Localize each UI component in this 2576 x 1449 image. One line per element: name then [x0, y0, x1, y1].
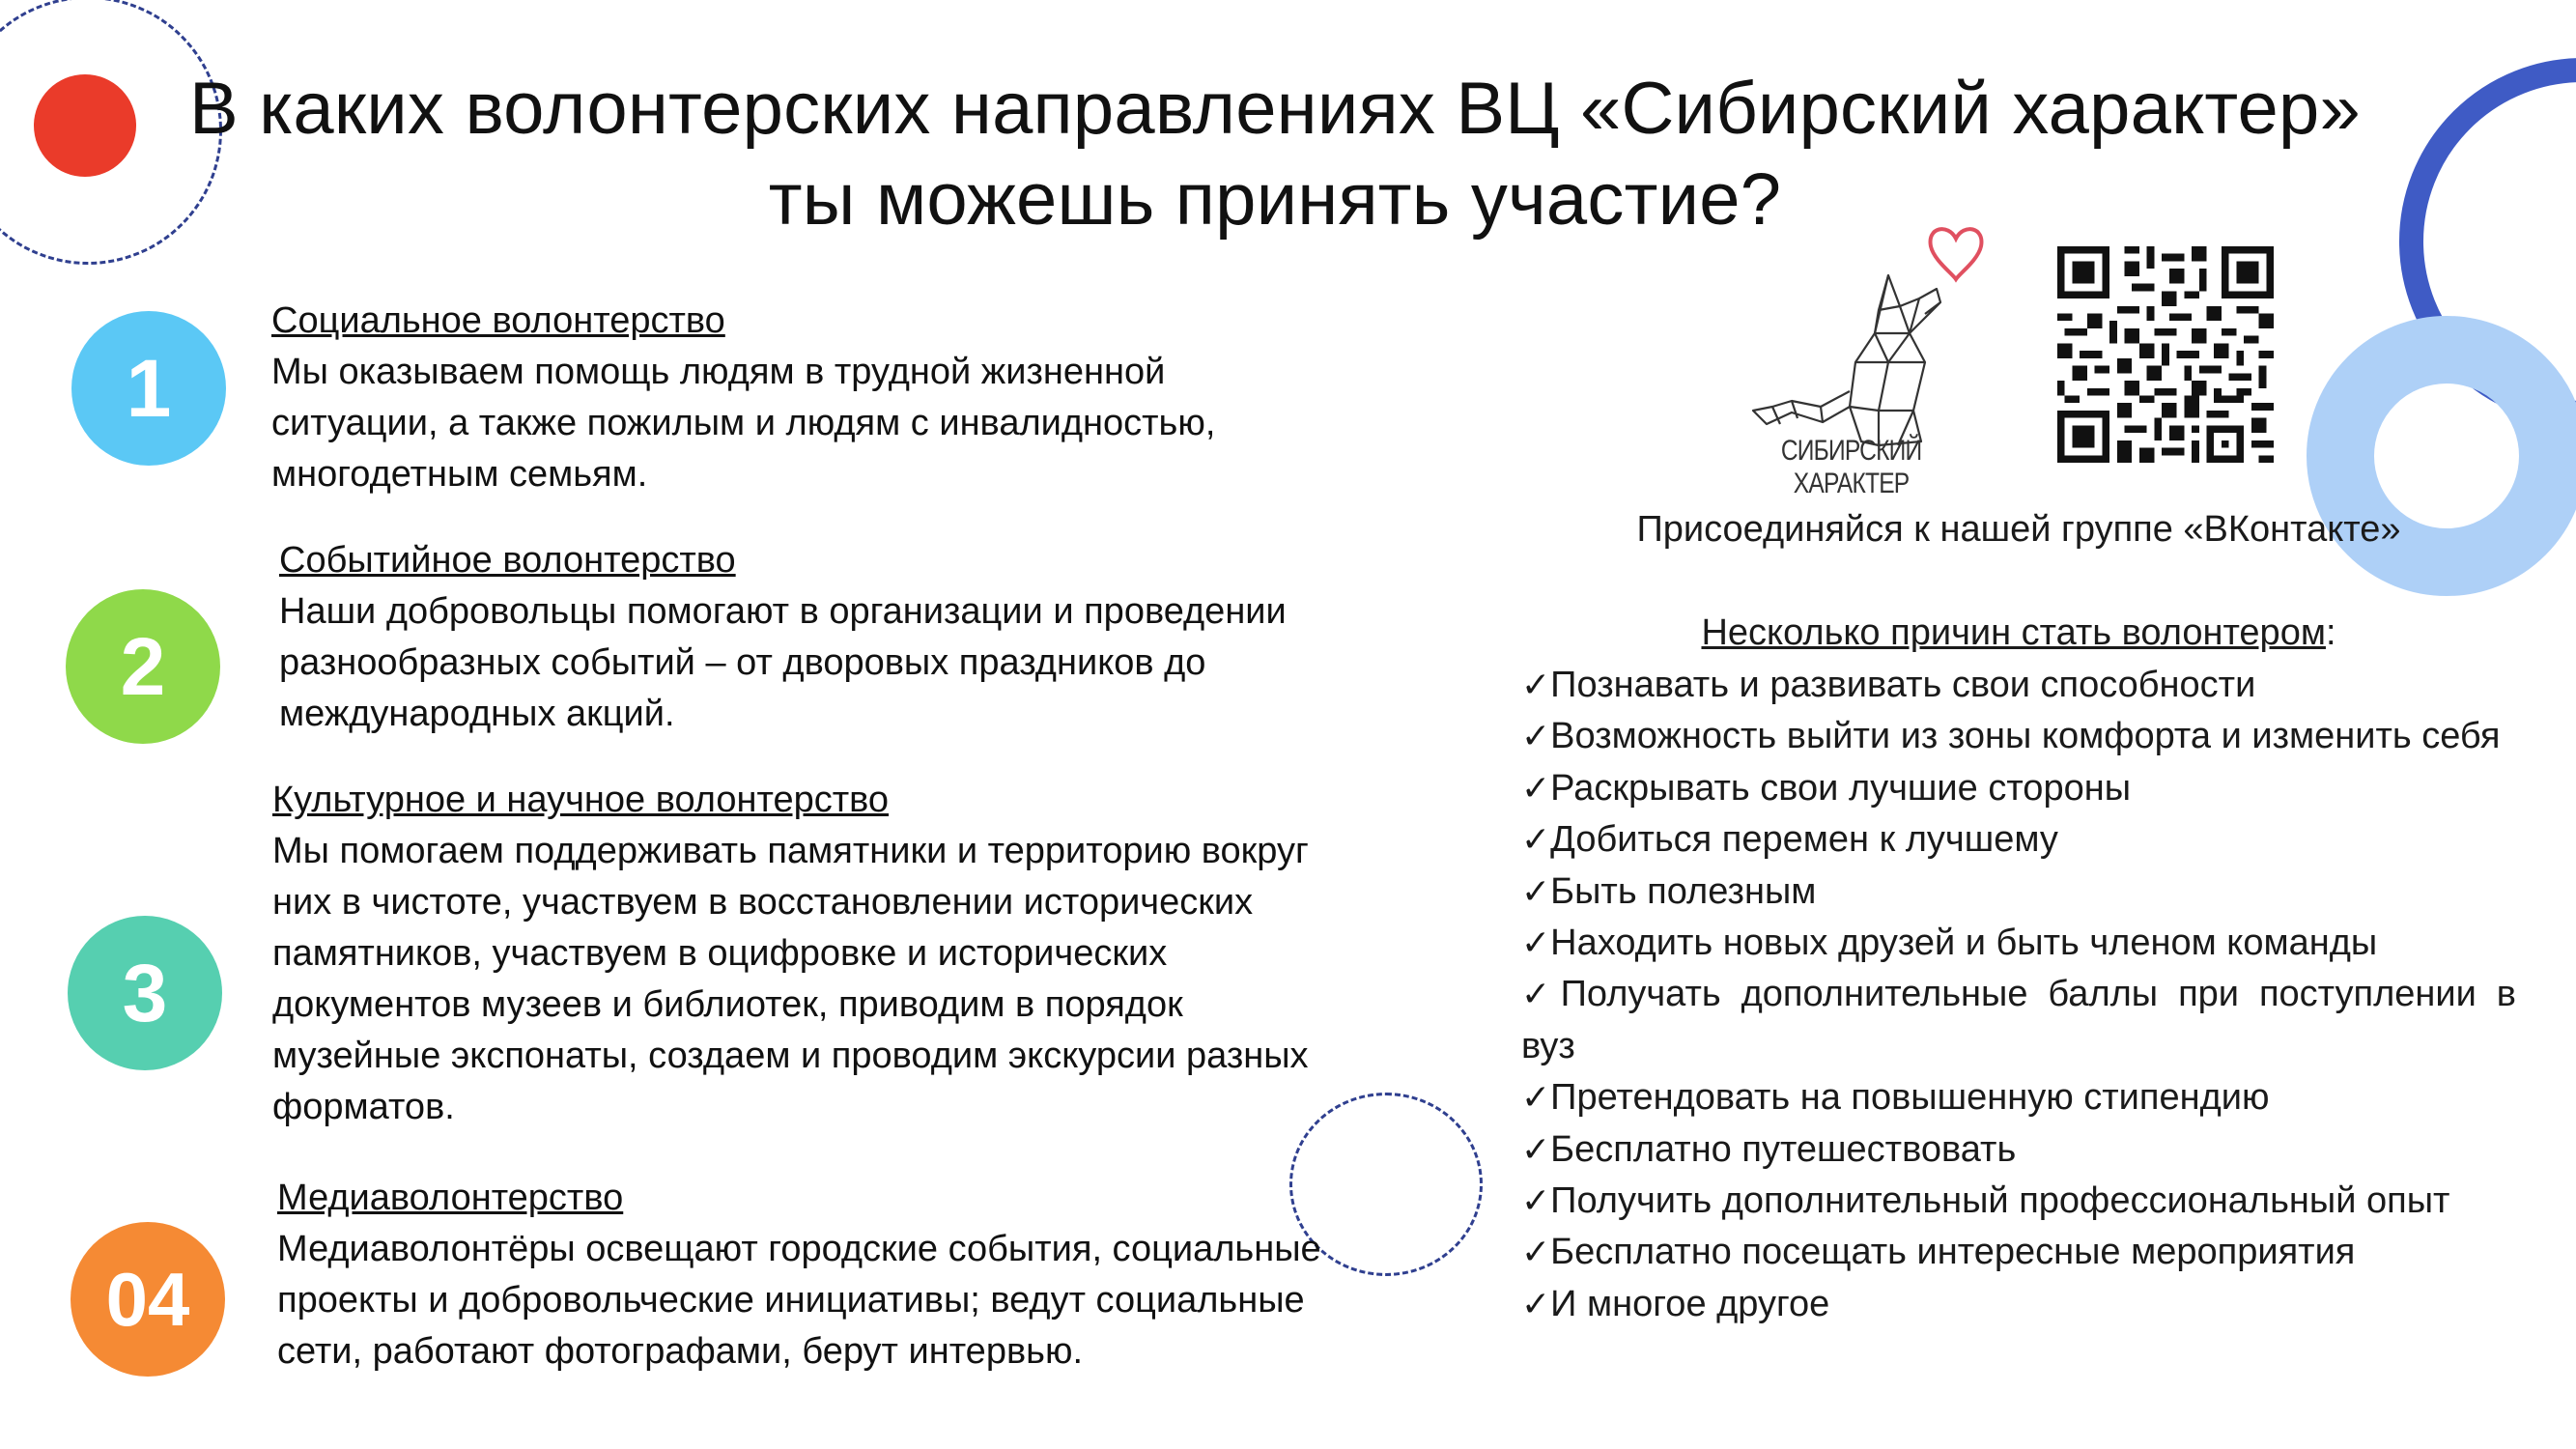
page-title [135, 64, 2415, 245]
checkmark-icon: ✓ [1521, 1078, 1551, 1119]
direction-text-line: музейные экспонаты, создаем и проводим экскурсии разных [272, 1036, 1309, 1076]
reason-item [1521, 711, 2516, 762]
qr-code-icon[interactable] [2057, 246, 2274, 463]
checkmark-icon: ✓ [1521, 923, 1551, 964]
number-badge-1: 1 [71, 311, 226, 466]
checkmark-icon: ✓ [1521, 975, 1561, 1015]
reason-text: Быть полезным [1550, 870, 1817, 912]
number-badge-2: 2 [66, 589, 220, 744]
checkmark-icon: ✓ [1521, 1129, 1551, 1170]
reasons-heading-text: Несколько причин стать волонтером [1701, 612, 2326, 653]
reason-text: Получать дополнительные баллы при поступлении в вуз [1521, 974, 2516, 1066]
reason-text: Находить новых друзей и быть членом команды [1550, 923, 2378, 964]
reason-item [1521, 1176, 2516, 1227]
reason-item [1521, 1227, 2516, 1278]
reason-item [1521, 814, 2516, 866]
direction-social [271, 296, 1411, 500]
reason-text: Познавать и развивать свои способности [1550, 665, 2256, 705]
reason-item [1521, 867, 2516, 918]
reason-item [1521, 660, 2516, 711]
direction-text-line: сети, работают фотографами, берут интервью. [277, 1331, 1083, 1372]
direction-title: Медиаволонтерство [277, 1178, 624, 1218]
checkmark-icon: ✓ [1521, 871, 1551, 912]
reason-text: Получить дополнительный профессиональный опыт [1550, 1180, 2450, 1222]
reasons-heading [1521, 608, 2516, 659]
checkmark-icon: ✓ [1521, 666, 1551, 705]
number-badge-3: 3 [68, 916, 222, 1070]
reason-text: Добиться перемен к лучшему [1550, 819, 2058, 861]
direction-media [277, 1173, 1436, 1378]
reason-text: Возможность выйти из зоны комфорта и изменить себя [1550, 716, 2501, 757]
direction-text-line: форматов. [272, 1087, 455, 1127]
reason-item [1521, 763, 2516, 814]
direction-text-line: разнообразных событий – от дворовых праздников до [279, 642, 1206, 683]
direction-text-line: ситуации, а также пожилым и людям с инвалидностью, [271, 403, 1216, 443]
direction-text-line: Наши добровольцы помогают в организации и проведении [279, 591, 1287, 632]
reason-text: Бесплатно путешествовать [1550, 1128, 2017, 1170]
direction-culture [272, 775, 1451, 1133]
checkmark-icon: ✓ [1521, 1181, 1551, 1222]
direction-title: Культурное и научное волонтерство [272, 780, 890, 820]
checkmark-icon: ✓ [1521, 717, 1551, 757]
checkmark-icon: ✓ [1521, 820, 1551, 861]
reason-item [1521, 1072, 2516, 1123]
page-title-line-2: ты можешь принять участие? [768, 158, 1782, 241]
direction-text-line: многодетным семьям. [271, 454, 648, 495]
logo-text: СИБИРСКИЙ ХАРАКТЕР [1780, 435, 1922, 499]
direction-text-line: проекты и добровольческие инициативы; ведут социальные [277, 1280, 1305, 1321]
direction-text-line: них в чистоте, участвуем в восстановлении исторических [272, 882, 1254, 923]
checkmark-icon: ✓ [1521, 768, 1551, 809]
reasons-heading-colon: : [2325, 612, 2336, 653]
number-badge-4: 04 [71, 1222, 225, 1377]
reason-item [1521, 1279, 2516, 1330]
reason-text: Бесплатно посещать интересные мероприятия [1550, 1232, 2356, 1273]
reason-text: Претендовать на повышенную стипендию [1550, 1077, 2270, 1119]
direction-text-line: Мы оказываем помощь людям в трудной жизненной [271, 352, 1166, 392]
direction-title: Событийное волонтерство [279, 540, 736, 581]
reasons-list [1521, 660, 2516, 1330]
direction-text-line: международных акций. [279, 694, 675, 734]
reason-text: Раскрывать свои лучшие стороны [1550, 767, 2132, 809]
reason-item [1521, 1124, 2516, 1176]
vk-invite-text: Присоединяйся к нашей группе «ВКонтакте» [1636, 509, 2401, 550]
reason-text: И многое другое [1550, 1283, 1830, 1324]
decorative-red-dot [34, 74, 136, 177]
checkmark-icon: ✓ [1521, 1284, 1551, 1324]
reason-item [1521, 918, 2516, 969]
direction-event [279, 535, 1438, 740]
direction-text-line: Мы помогаем поддерживать памятники и территорию вокруг [272, 831, 1309, 871]
direction-text-line: памятников, участвуем в оцифровке и исторических [272, 933, 1168, 974]
direction-title: Социальное волонтерство [271, 300, 725, 341]
direction-text-line: документов музеев и библиотек, приводим в порядок [272, 984, 1183, 1025]
page-title-line-1: В каких волонтерских направлениях ВЦ «Сибирский характер» [189, 68, 2361, 150]
checkmark-icon: ✓ [1521, 1233, 1551, 1273]
direction-text-line: Медиаволонтёры освещают городские события, социальные [277, 1229, 1321, 1269]
reason-item [1521, 969, 2516, 1072]
